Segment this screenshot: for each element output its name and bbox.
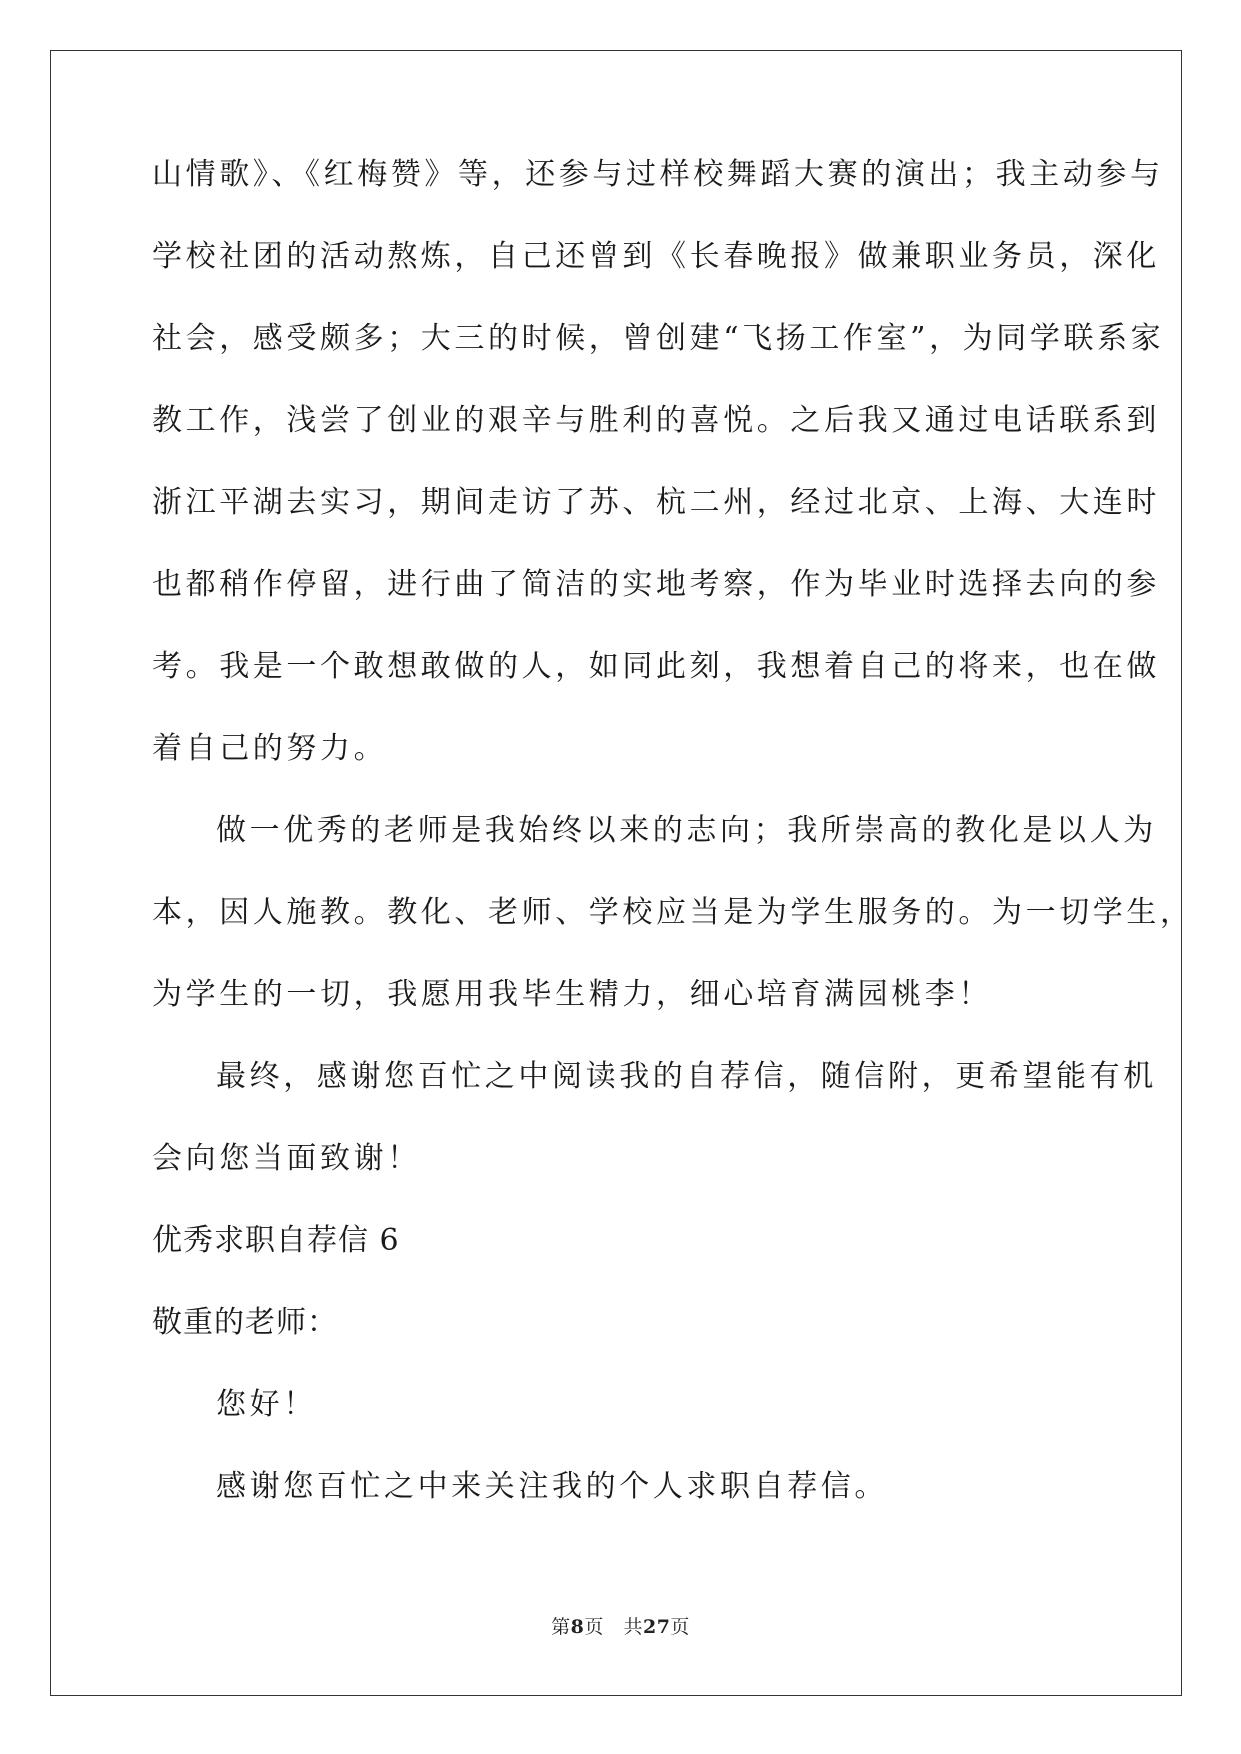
text-line: 教工作，浅尝了创业的艰辛与胜利的喜悦。之后我又通过电话联系到 bbox=[152, 403, 1160, 438]
paragraph-start: 做一优秀的老师是我始终以来的志向；我所崇高的教化是以人为 bbox=[216, 813, 1157, 848]
footer-total-prefix: 共 bbox=[623, 1616, 643, 1638]
greeting: 您好！ bbox=[216, 1387, 317, 1422]
text-line: 社会，感受颇多；大三的时候，曾创建“飞扬工作室”，为同学联系家 bbox=[152, 321, 1165, 356]
text-line: 会向您当面致谢！ bbox=[152, 1141, 421, 1176]
footer-prefix: 第 bbox=[551, 1616, 571, 1638]
text-line: 考。我是一个敢想敢做的人，如同此刻，我想着自己的将来，也在做 bbox=[152, 649, 1160, 684]
footer-total-suffix: 页 bbox=[670, 1616, 690, 1638]
text-line: 也都稍作停留，进行曲了简洁的实地考察，作为毕业时选择去向的参 bbox=[152, 567, 1160, 602]
paragraph-start: 最终，感谢您百忙之中阅读我的自荐信，随信附，更希望能有机 bbox=[216, 1059, 1157, 1094]
footer-page-suffix: 页 bbox=[584, 1616, 604, 1638]
section-heading: 优秀求职自荐信 6 bbox=[152, 1223, 400, 1258]
salutation: 敬重的老师： bbox=[152, 1305, 338, 1340]
text-line: 为学生的一切，我愿用我毕生精力，细心培育满园桃李！ bbox=[152, 977, 992, 1012]
total-pages: 27 bbox=[642, 1616, 671, 1638]
paragraph-start: 感谢您百忙之中来关注我的个人求职自荐信。 bbox=[216, 1469, 888, 1504]
text-line: 山情歌》、《红梅赞》等，还参与过样校舞蹈大赛的演出；我主动参与 bbox=[152, 157, 1164, 192]
text-line: 学校社团的活动熬炼，自己还曾到《长春晚报》做兼职业务员，深化 bbox=[152, 239, 1160, 274]
page-number: 8 bbox=[570, 1616, 585, 1638]
document-body bbox=[152, 157, 1194, 1554]
text-line: 着自己的努力。 bbox=[152, 731, 388, 766]
text-line: 本，因人施教。教化、老师、学校应当是为学生服务的。为一切学生， bbox=[152, 895, 1194, 930]
text-line: 浙江平湖去实习，期间走访了苏、杭二州，经过北京、上海、大连时 bbox=[152, 485, 1160, 520]
page-footer bbox=[0, 1616, 1241, 1638]
